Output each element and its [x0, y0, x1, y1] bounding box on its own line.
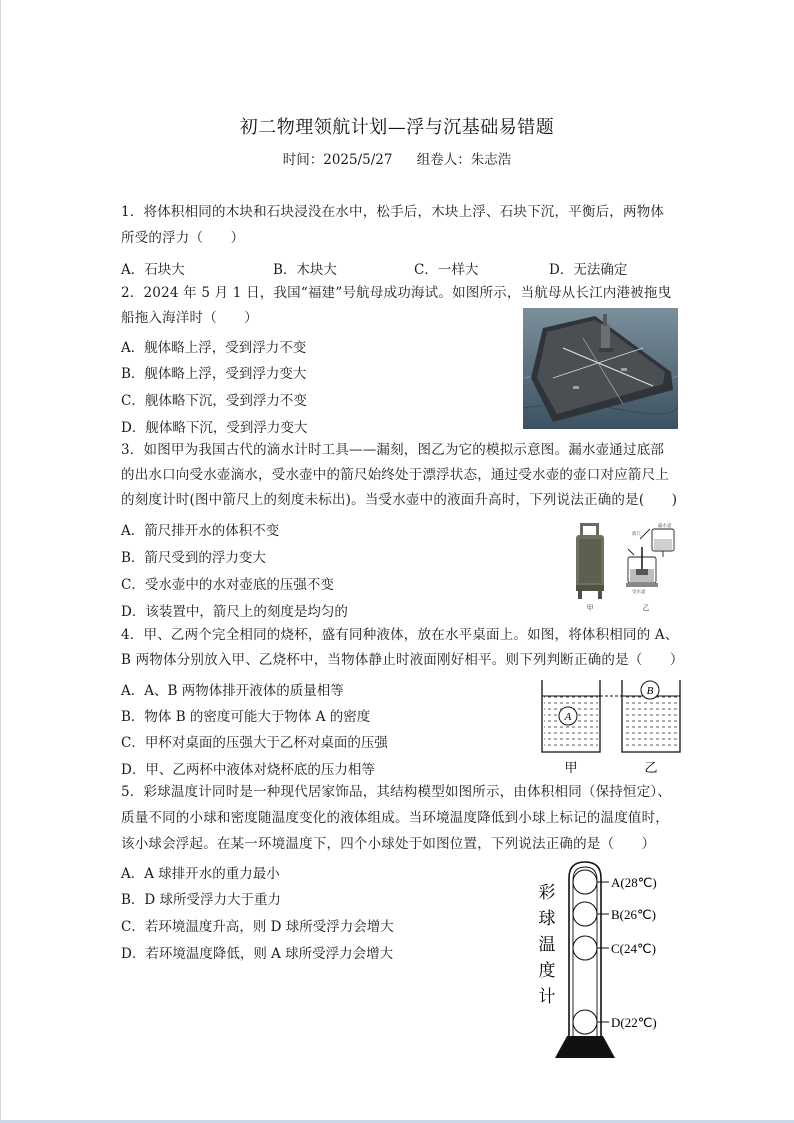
exam-author: 组卷人：朱志浩	[416, 152, 512, 168]
aircraft-carrier-photo	[523, 308, 678, 429]
q3-stem-line-2: 的出水口向受水壶滴水，受水壶中的箭尺始终处于漂浮状态，通过受水壶的壶口对应箭尺上	[121, 467, 669, 483]
q5-stem-line-2: 质量不同的小球和密度随温度变化的液体组成。当环境温度降低到小球上标记的温度值时，	[121, 810, 669, 826]
q1-option-d: D．无法确定	[549, 262, 628, 278]
water-clock-label-left: 甲	[586, 604, 594, 612]
thermo-title-char-5: 计	[538, 987, 556, 1007]
beaker-label-jia: 甲	[564, 761, 578, 776]
thermo-title-char-2: 球	[538, 909, 556, 929]
q1-option-c: C．一样大	[414, 262, 479, 278]
ball-a-label: A	[564, 711, 572, 723]
q1-option-a: A．石块大	[121, 262, 185, 278]
q4-option-a: A．A、B 两物体排开液体的质量相等	[121, 683, 344, 699]
q2-option-b: B．舰体略上浮，受到浮力变大	[121, 366, 307, 382]
q2-option-a: A．舰体略上浮，受到浮力不变	[121, 340, 307, 356]
q3-stem-line-3: 的刻度计时(图中箭尺上的刻度未标出)。当受水壶中的液面升高时，下列说法正确的是( )	[121, 492, 678, 508]
q5-stem-line-3: 该小球会浮起。在某一环境温度下，四个小球处于如图位置，下列说法正确的是（ ）	[121, 836, 656, 852]
q2-option-c: C．舰体略下沉，受到浮力不变	[121, 393, 307, 409]
q3-stem-line-1: 3．如图甲为我国古代的滴水计时工具——漏刻，图乙为它的模拟示意图。漏水壶通过底部	[121, 442, 665, 458]
q4-stem-line-2: B 两物体分别放入甲、乙烧杯中，当物体静止时液面刚好相平。则下列判断正确的是（ ）	[121, 652, 684, 668]
q2-stem-line-2: 船拖入海洋时（ ）	[121, 310, 258, 326]
svg-text:箭尺: 箭尺	[632, 532, 641, 537]
page-title: 初二物理领航计划—浮与沉基础易错题	[239, 117, 555, 138]
svg-text:漏水壶: 漏水壶	[658, 524, 672, 529]
q5-option-b: B．D 球所受浮力大于重力	[121, 892, 282, 908]
beaker-label-yi: 乙	[644, 761, 658, 776]
two-beakers-figure	[536, 676, 686, 776]
ball-label-b: B(26℃)	[611, 907, 656, 922]
q4-option-c: C．甲杯对桌面的压强大于乙杯对桌面的压强	[121, 735, 388, 751]
q3-option-b: B．箭尺受到的浮力变大	[121, 550, 266, 566]
water-clock-figure	[570, 519, 680, 613]
q5-option-a: A．A 球排开水的重力最小	[121, 866, 280, 882]
q2-stem-line-1: 2．2024 年 5 月 1 日，我国“福建”号航母成功海试。如图所示，当航母从长江内港被拖曳	[121, 285, 672, 301]
q3-option-c: C．受水壶中的水对壶底的压强不变	[121, 577, 334, 593]
ball-label-d: D(22℃)	[611, 1015, 657, 1030]
ball-b-label: B	[646, 685, 654, 697]
galileo-thermometer-figure	[533, 858, 693, 1060]
page-edge-left	[0, 0, 1, 1123]
q4-stem-line-1: 4．甲、乙两个完全相同的烧杯，盛有同种液体，放在水平桌面上。如图，将体积相同的 A、	[121, 627, 679, 643]
q5-option-d: D．若环境温度降低，则 A 球所受浮力会增大	[121, 946, 394, 962]
q5-stem-line-1: 5．彩球温度计同时是一种现代居家饰品，其结构模型如图所示，由体积相同（保持恒定）、	[121, 784, 672, 800]
q1-option-b: B．木块大	[273, 262, 337, 278]
thermo-title-char-1: 彩	[538, 883, 556, 903]
q5-option-c: C．若环境温度升高，则 D 球所受浮力会增大	[121, 919, 394, 935]
thermo-title-char-4: 度	[538, 961, 556, 981]
page-meta	[0, 148, 794, 168]
q4-option-b: B．物体 B 的密度可能大于物体 A 的密度	[121, 709, 371, 725]
q1-stem-line-1: 1．将体积相同的木块和石块浸没在水中，松手后，木块上浮、石块下沉，平衡后，两物体	[121, 204, 665, 220]
q2-option-d: D．舰体略下沉，受到浮力变大	[121, 420, 308, 436]
svg-text:受水壶: 受水壶	[632, 590, 646, 595]
exam-time: 时间：2025/5/27	[282, 152, 393, 168]
q3-option-a: A．箭尺排开水的体积不变	[121, 523, 280, 539]
ball-label-c: C(24℃)	[611, 941, 656, 956]
q3-option-d: D．该装置中，箭尺上的刻度是均匀的	[121, 604, 348, 620]
q1-stem-line-2: 所受的浮力（ ）	[121, 230, 245, 246]
q4-option-d: D．甲、乙两杯中液体对烧杯底的压力相等	[121, 762, 375, 778]
ball-label-a: A(28℃)	[611, 875, 657, 890]
thermo-title-char-3: 温	[538, 935, 556, 955]
water-clock-label-right: 乙	[642, 604, 650, 612]
